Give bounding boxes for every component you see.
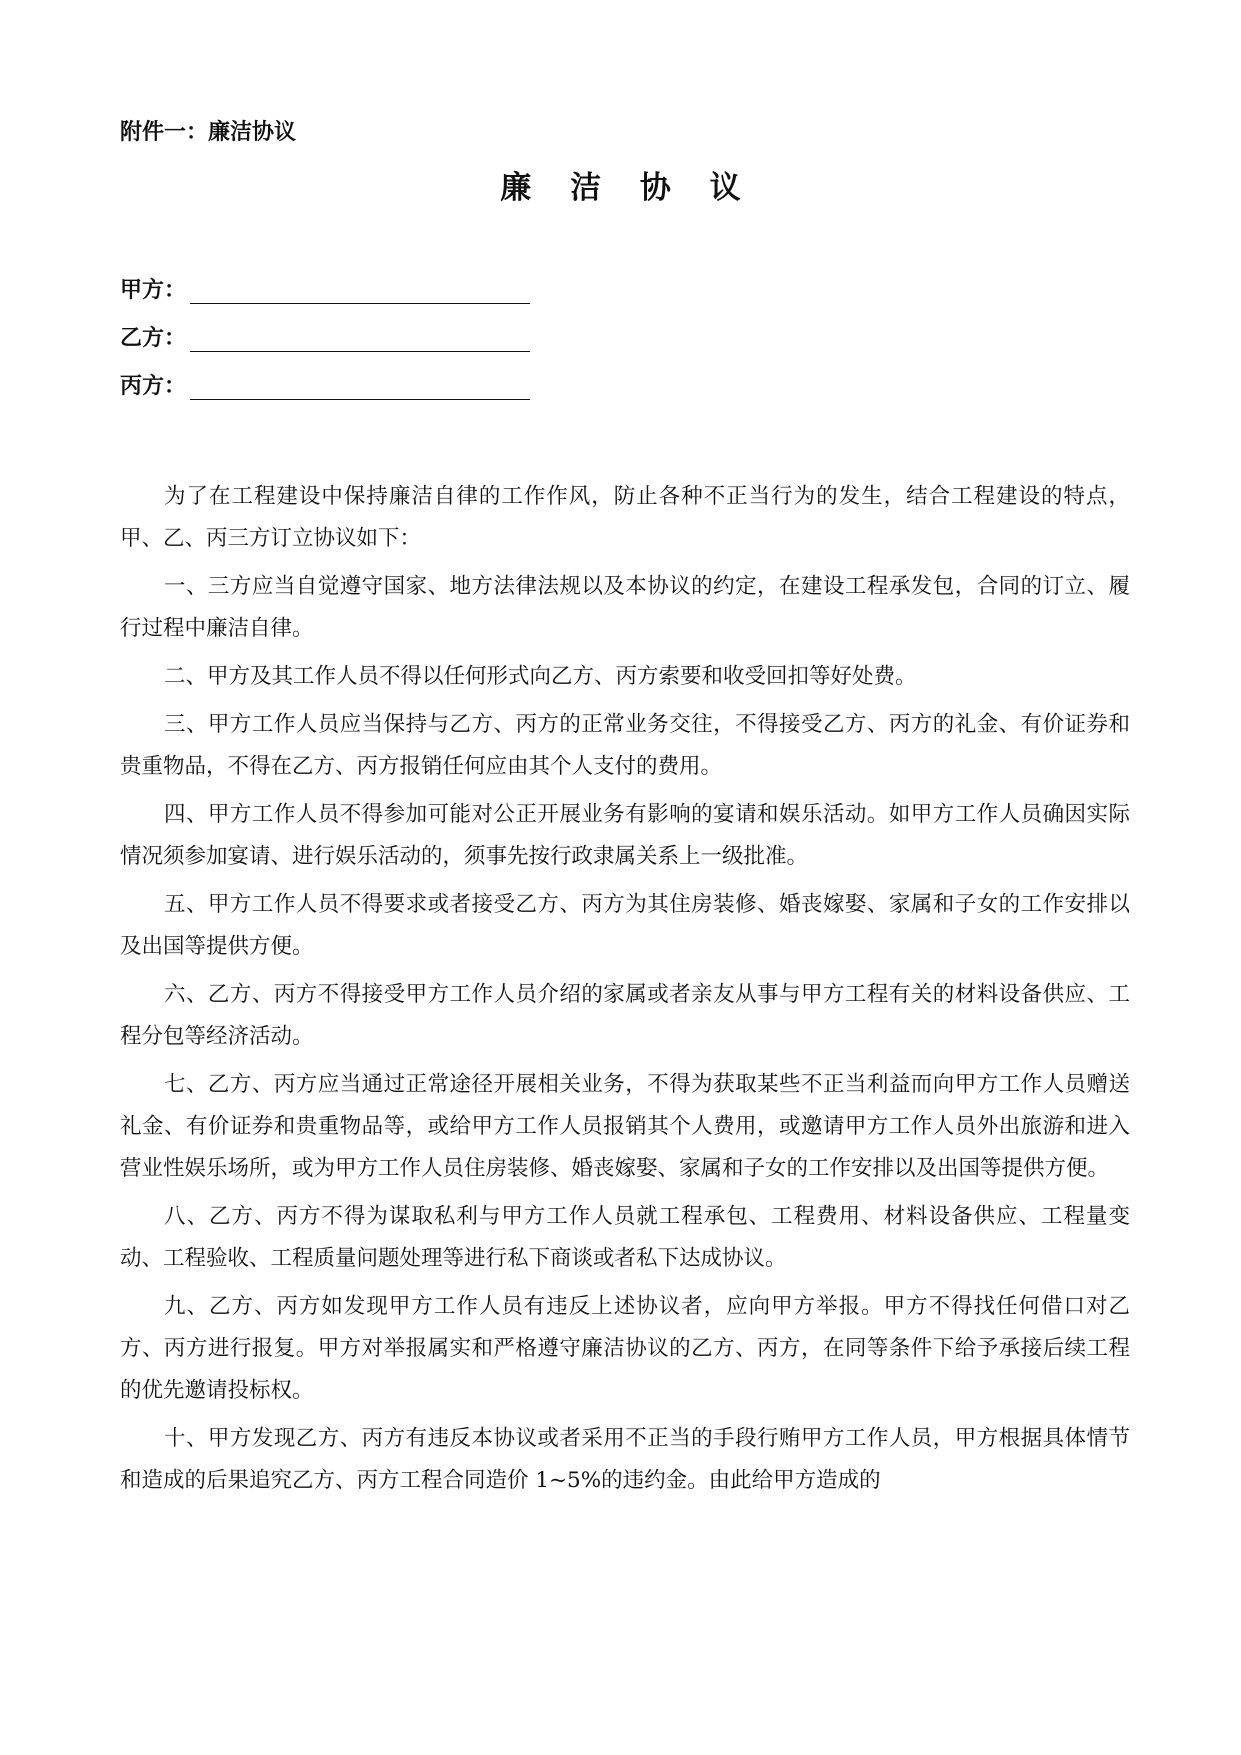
party-c-row xyxy=(120,370,530,402)
clause-3: 三、甲方工作人员应当保持与乙方、丙方的正常业务交往，不得接受乙方、丙方的礼金、有价证券和贵重物品，不得在乙方、丙方报销任何应由其个人支付的费用。 xyxy=(120,712,1130,779)
party-b-row xyxy=(120,322,530,354)
party-b-blank-line xyxy=(190,325,530,352)
agreement-body xyxy=(120,476,1130,1508)
party-a-label: 甲方： xyxy=(120,278,187,303)
party-a-row xyxy=(120,274,530,306)
clause-9: 九、乙方、丙方如发现甲方工作人员有违反上述协议者，应向甲方举报。甲方不得找任何借口对乙方、丙方进行报复。甲方对举报属实和严格遵守廉洁协议的乙方、丙方，在同等条件下给予承接后续工程的优先邀请投标权。 xyxy=(120,1294,1130,1403)
clause-5: 五、甲方工作人员不得要求或者接受乙方、丙方为其住房装修、婚丧嫁娶、家属和子女的工作安排以及出国等提供方便。 xyxy=(120,892,1130,959)
clause-7: 七、乙方、丙方应当通过正常途径开展相关业务，不得为获取某些不正当利益而向甲方工作人员赠送礼金、有价证券和贵重物品等，或给甲方工作人员报销其个人费用，或邀请甲方工作人员外出旅游和进入营业性娱乐场所，或为甲方工作人员住房装修、婚丧嫁娶、家属和子女的工作安排以及出国等提供方便。 xyxy=(120,1072,1130,1181)
clause-6: 六、乙方、丙方不得接受甲方工作人员介绍的家属或者亲友从事与甲方工程有关的材料设备供应、工程分包等经济活动。 xyxy=(120,982,1130,1049)
party-c-label: 丙方： xyxy=(120,374,187,399)
attachment-label: 附件一：廉洁协议 xyxy=(120,120,297,145)
clause-8: 八、乙方、丙方不得为谋取私利与甲方工作人员就工程承包、工程费用、材料设备供应、工程量变动、工程验收、工程质量问题处理等进行私下商谈或者私下达成协议。 xyxy=(120,1204,1130,1271)
party-c-blank-line xyxy=(190,373,530,400)
clause-10: 十、甲方发现乙方、丙方有违反本协议或者采用不正当的手段行贿甲方工作人员，甲方根据具体情节和造成的后果追究乙方、丙方工程合同造价 1~5%的违约金。由此给甲方造成的 xyxy=(120,1426,1130,1493)
party-a-blank-line xyxy=(190,277,530,304)
document-title: 廉 洁 协 议 xyxy=(500,170,755,206)
intro-paragraph: 为了在工程建设中保持廉洁自律的工作作风，防止各种不正当行为的发生，结合工程建设的特点，甲、乙、丙三方订立协议如下： xyxy=(120,484,1130,551)
party-b-label: 乙方： xyxy=(120,326,187,351)
clause-2: 二、甲方及其工作人员不得以任何形式向乙方、丙方索要和收受回扣等好处费。 xyxy=(164,664,917,689)
clause-1: 一、三方应当自觉遵守国家、地方法律法规以及本协议的约定，在建设工程承发包，合同的订立、履行过程中廉洁自律。 xyxy=(120,574,1130,641)
clause-4: 四、甲方工作人员不得参加可能对公正开展业务有影响的宴请和娱乐活动。如甲方工作人员确因实际情况须参加宴请、进行娱乐活动的，须事先按行政隶属关系上一级批准。 xyxy=(120,802,1130,869)
